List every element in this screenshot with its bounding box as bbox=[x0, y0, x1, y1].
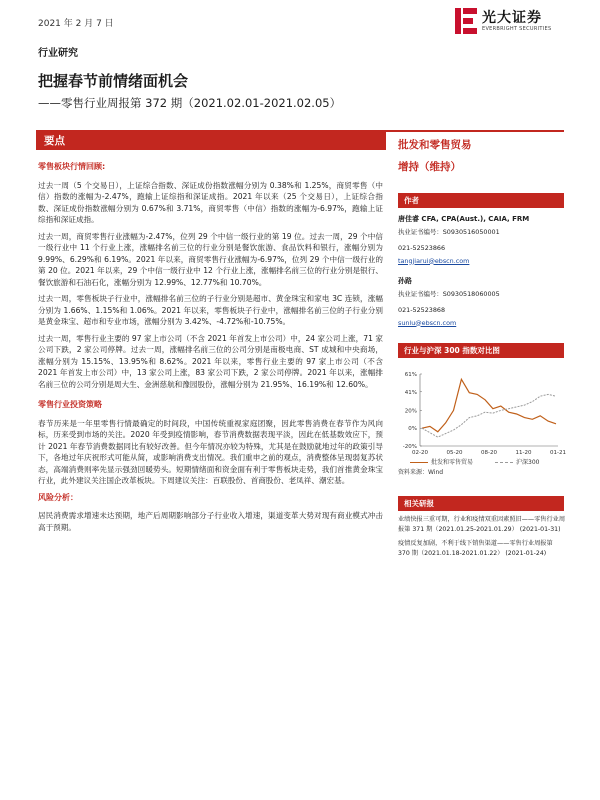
x-tick-label: 05-20 bbox=[446, 450, 463, 456]
y-tick-label: 20% bbox=[404, 408, 417, 415]
x-tick-label: 01-21 bbox=[550, 450, 566, 456]
logo-mark-icon bbox=[455, 8, 477, 34]
author-phone: 021-52523866 bbox=[398, 244, 446, 252]
related-report-link[interactable]: 业绩快报三重可期，行业和疫情双重因素照旧——零售行业周报第 371 期（2021.01.25-2021.01.29） (2021-01-31) bbox=[398, 516, 566, 533]
logo-name: 光大证券 bbox=[482, 10, 542, 26]
paragraph: 过去一周，零售板块子行业中，涨幅排名前三位的子行业分别是超市、黄金珠宝和家电 3C 连锁，涨幅分别为 1.66%、1.15%和 1.06%。2021 年以来，零售板块子行业中，涨幅排名前三位的子行业分别是黄金珠宝、超市和专业市场，涨幅分别为 3.42%、-4.72%和-10.75%。 bbox=[38, 294, 383, 326]
paragraph: 过去一周（5 个交易日），上证综合指数、深证成份指数涨幅分别为 0.38%和 1.25%，商贸零售（中信）指数的涨幅为-2.47%，跑输上证综指和深证成指。2021 年以来（25 个交易日），上证综合指数、深证成份指数涨幅分别为 0.67%和 3.71%，商贸零售（中信）指数的涨幅为-6.97%，跑输上证综指和深证成指。 bbox=[38, 180, 383, 224]
section-title-risk: 风险分析： bbox=[38, 492, 78, 502]
author-email[interactable]: tangjiarui@ebscn.com bbox=[398, 256, 470, 265]
legend-item: 沪深300 bbox=[495, 457, 539, 466]
paragraph: 过去一周，商贸零售行业涨幅为-2.47%，位列 29 个中信一级行业的第 19 位。过去一周，29 个中信一级行业中 11 个行业上涨，涨幅排名前三位的行业分别是餐饮旅游、食品饮料和银行，涨幅分别为 9.99%、6.29%和 6.19%。2021 年以来，商贸零售行业涨幅为-6.97%，位列 29 个中信一级行业的第 20 位。2021 年以来，29 个中信一级行业中 12 个行业上涨，涨幅排名前三位的行业分别是银行、餐饮旅游和石油石化，涨幅分别为 12.99%、12.77%和 10.70%。 bbox=[38, 231, 383, 287]
author-email[interactable]: sunlu@ebscn.com bbox=[398, 318, 457, 327]
paragraph: 春节历来是一年里零售行情最确定的时间段，中国传统重视家庭团聚，因此零售消费在春节作为风向标，历来受到市场的关注。2020 年受到疫情影响，春节消费数据表现平淡，因此在低基数效应下，预计 2021 年春节消费数据同比有较好改善。但今年情况亦较为特殊，尤其是在鼓励就地过年的政策引导下，各地过年庆祝形式可能从简，或影响消费支出情况。我们重申之前的观点，消费整体呈现弱复苏状态，高端消费则率先显示强劲回暖势头。短期情绪面和资金面有利于零售板块走势，我们首推黄金珠宝行业，此外建议关注国企改革板块。下周建议关注：百联股份、首商股份、老凤祥、潮宏基。 bbox=[38, 418, 383, 485]
industry-rating: 增持（维持） bbox=[398, 161, 461, 173]
author-cert: 执业证书编号：S0930516050001 bbox=[398, 227, 500, 236]
x-tick-label: 08-20 bbox=[481, 450, 497, 456]
related-reports bbox=[398, 515, 566, 563]
y-tick-label: 0% bbox=[408, 426, 417, 433]
paragraph: 过去一周，零售行业主要的 97 家上市公司（不含 2021 年首发上市公司）中，24 家公司上涨，71 家公司下跌，2 家公司停牌。过去一周，涨幅排名前三位的公司分别是南极电商、ST 成城和中央商场，涨幅分别为 15.15%、13.95%和 8.62%。2021 年以来，零售行业主要的 97 家上市公司（不含 2021 年首发上市公司）中，13 家公司上涨，83 家公司下跌，2 家公司停牌。2021 年以来，涨幅排名前三位的公司分别是周大生、金洲慈航和豫园股份，涨幅分别为 21.95%、16.19%和 12.60%。 bbox=[38, 333, 383, 389]
author-heading-bar bbox=[398, 193, 564, 208]
related-heading-bar bbox=[398, 496, 564, 511]
summary-heading: 要点 bbox=[44, 135, 65, 147]
author-name: 孙路 bbox=[398, 277, 412, 285]
y-tick-label: 41% bbox=[404, 389, 417, 396]
company-logo bbox=[455, 6, 575, 36]
report-subtitle: ——零售行业周报第 372 期（2021.02.01-2021.02.05） bbox=[38, 96, 342, 110]
series-line bbox=[422, 379, 556, 432]
report-date: 2021 年 2 月 7 日 bbox=[38, 19, 114, 29]
summary-body bbox=[38, 161, 383, 538]
chart-legend bbox=[410, 457, 539, 466]
author-name: 唐佳睿 CFA, CPA(Aust.), CAIA, FRM bbox=[398, 215, 530, 223]
report-title: 把握春节前情绪面机会 bbox=[38, 72, 189, 90]
author-list bbox=[398, 213, 564, 329]
related-heading: 相关研报 bbox=[404, 499, 434, 508]
author-phone: 021-52523868 bbox=[398, 306, 446, 314]
x-tick-label: 02-20 bbox=[412, 450, 428, 456]
comparison-line-chart bbox=[398, 361, 564, 471]
y-tick-label: 61% bbox=[404, 372, 417, 378]
paragraph: 居民消费需求增速未达预期，地产后周期影响部分子行业收入增速，渠道变革大势对现有商业模式冲击高于预期。 bbox=[38, 511, 383, 532]
related-report-link[interactable]: 疫情反复加剧，不利于线下销售渠道——零售行业周报第 370 期（2021.01.18-2021.01.22） (2021-01-24) bbox=[398, 540, 553, 557]
y-tick-label: -20% bbox=[402, 444, 417, 450]
author-cert: 执业证书编号：S0930518060005 bbox=[398, 289, 500, 298]
legend-item: 批发和零售贸易 bbox=[410, 457, 473, 466]
doc-type: 行业研究 bbox=[38, 48, 78, 59]
chart-source: 资料来源：Wind bbox=[398, 469, 444, 476]
logo-name-en: EVERBRIGHT SECURITIES bbox=[482, 26, 552, 32]
industry-name: 批发和零售贸易 bbox=[398, 139, 472, 151]
x-tick-label: 11-20 bbox=[515, 450, 532, 456]
chart-heading-bar bbox=[398, 343, 564, 358]
chart-heading: 行业与沪深 300 指数对比图 bbox=[404, 346, 500, 355]
section-title-review: 零售板块行情回顾: bbox=[38, 162, 106, 171]
series-line bbox=[422, 394, 556, 437]
heading-divider bbox=[386, 130, 564, 132]
section-title-strategy: 零售行业投资策略 bbox=[38, 400, 102, 409]
summary-heading-bar bbox=[36, 130, 386, 150]
author-heading: 作者 bbox=[404, 196, 419, 205]
